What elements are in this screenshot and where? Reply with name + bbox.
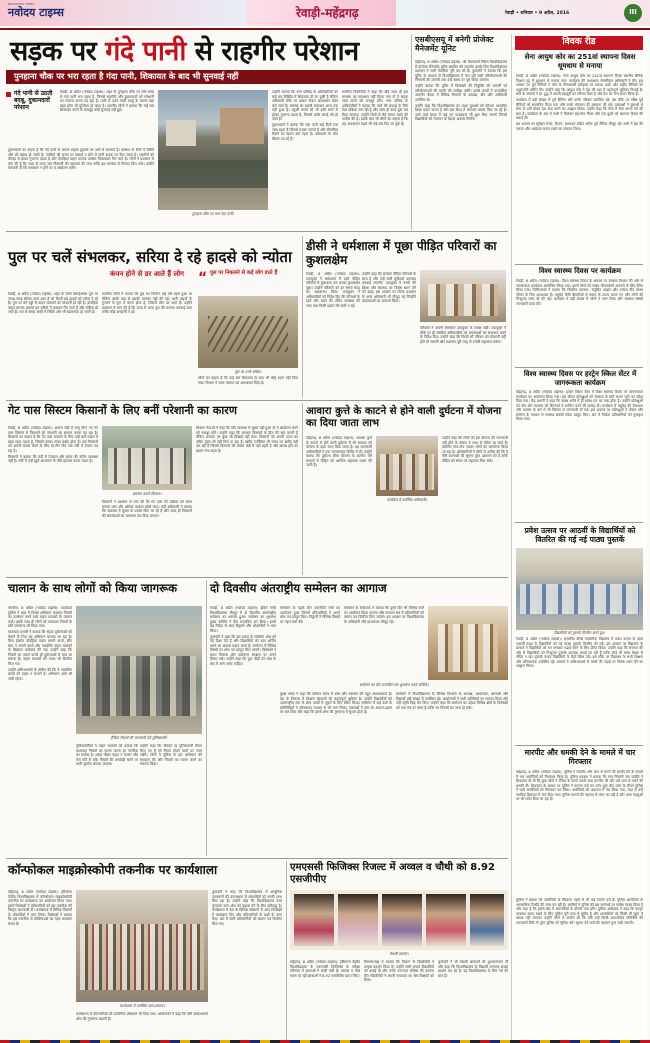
row5-left-caption: कार्यशाला में उपस्थित छात्र-छात्राएं।: [119, 1004, 165, 1008]
sidebar-story2-body: रेवाड़ी, 8 अप्रैल (नवोदय टाइम्स): विश्व स्वास्थ्य दिवस के अवसर पर स्वास्थ्य विभाग की ओर से जागरूकता कार्यक्रम आयोजित किया गया। इसमें लोगों को स्वस्थ जीवनशैली अपनाने के लिए प्रेरित किया गया। चिकित्सकों ने बताया कि नियमित व्यायाम, संतुलित आहार और पर्याप्त नींद स्वस्थ जीवन के लिए आवश्यक हैं। मधुमेह जैसी बीमारियों से बचाव के उपाय बताए गए और लोगों की निःशुल्क जांच भी की गई। कार्यक्रम में बड़ी संख्या में लोगों ने भाग लिया और स्वास्थ्य संबंधी जानकारी प्राप्त की।: [516, 279, 643, 306]
sidebar-rule-3: [515, 522, 643, 523]
sidebar-rule-2: [515, 367, 643, 368]
row5-rule: [6, 858, 508, 859]
top-right-body: महेंद्रगढ़, 8 अप्रैल (नवोदय टाइम्स): श्री विश्वकर्मा स्किल विश्वविद्यालय में प्रोजेक्ट मैनेजमेंट यूनिट स्थापित की जाएगी। इसके लिए विश्वविद्यालय प्रशासन ने सभी तैयारियां पूरी कर ली हैं। कुलपति ने बताया कि इस यूनिट के माध्यम से विश्वविद्यालय में चल रही सभी परियोजनाओं की निगरानी की जाएगी तथा उन्हें समय पर पूरा किया जाएगा। उन्होंने बताया कि यूनिट में विशेषज्ञों की नियुक्ति की जाएगी जो परियोजनाओं की प्रगति की समीक्षा करेंगे। इससे कार्यों में पारदर्शिता आएगी। बैठक में विभिन्न विभागों के अध्यक्ष, डीन और अधिकारी उपस्थित थे। उन्होंने कहा कि विश्वविद्यालय का लक्ष्य युवाओं को कौशल आधारित शिक्षा प्रदान करना है और इस दिशा में लगातार प्रयास किए जा रहे हैं। आने वाले समय में कई नए पाठ्यक्रम भी शुरू किए जाएंगे जिनसे विद्यार्थियों को रोजगार के बेहतर अवसर मिलेंगे।: [415, 60, 507, 121]
lead-headline: सड़क पर गंदे पानी से राहगीर परेशान: [10, 36, 359, 67]
row5-divider: [286, 861, 287, 1041]
row4-right-body-1: रेवाड़ी, 8 अप्रैल (नवोदय टाइम्स): इंदिरा गांधी विश्वविद्यालय मीरपुर में दो दिवसीय अंतरराष्ट्रीय सम्मेलन का आगाज हुआ। सम्मेलन का शुभारंभ मुख्य अतिथि ने दीप प्रज्वलित कर किया। इसमें देश-विदेश से आए विद्वानों और शोधार्थियों ने भाग लिया। कुलपति ने कहा कि इस प्रकार के सम्मेलन शोध को नई दिशा देते हैं और विद्यार्थियों को ज्ञान अर्जित करने का अवसर प्रदान करते हैं। सम्मेलन में विभिन्न विषयों पर शोध पत्र प्रस्तुत किए जाएंगे। विशेषज्ञों ने सतत विकास और पर्यावरण संरक्षण पर अपने विचार रखे। उन्होंने कहा कि युवा पीढ़ी को शोध के क्षेत्र में आगे आना चाहिए।: [210, 606, 276, 666]
lead-col-1b: दुकानदारों का कहना है कि गंदे पानी के कारण ग्राहक दुकानों पर आने से कतराते हैं। बरसात के दिनों में स्थिति और भी खराब हो जाती है। नालियों की समय पर सफाई न होने से पानी सड़क पर फैल जाता है। राहगीरों को कीचड़ से होकर गुजरना पड़ता है और दोपहिया वाहन चालक अक्सर फिसलकर गिर जाते हैं। लोगों ने प्रशासन से मांग की है कि जल्द से जल्द जल निकासी की व्यवस्था की जाए ताकि इस समस्या से निजात मिल सके। उन्होंने चेतावनी दी कि समाधान न होने पर वे आंदोलन करेंगे।: [8, 148, 154, 170]
row4-right-body-2: सम्मेलन के पहले दिन तकनीकी सत्रों का आयोजन हुआ जिसमें प्रतिभागियों ने अपने शोध पत्र प्रस्तुत किए। विद्वानों ने विभिन्न विषयों पर गहन चर्चा की।: [280, 606, 340, 624]
row3-right-headline: आवारा कुत्ते के काटने से होने वाली दुर्घटना में योजना का दिया जाता लाभ: [306, 406, 502, 429]
lead-col-2: उन्होंने बताया कि नगर परिषद के अधिकारियों को कई बार लिखित में शिकायत दी जा चुकी है लेकिन अधिकारी मौके पर आकर केवल आश्वासन देकर चले जाते हैं। समस्या का स्थायी समाधान आज तक नहीं हुआ है। स्कूली बच्चों को भी इसी रास्ते से होकर गुजरना पड़ता है, जिससे उनके कपड़े गंदे हो जाते हैं। दुकानदारों ने बताया कि गंदा पानी कई दिनों तक जमा रहता है जिससे मच्छर पनपते हैं और बीमारियां फैलने का खतरा बना रहता है। आसपास के लोग बीमार पड़ रहे हैं।: [272, 90, 338, 141]
row2-rule: [6, 231, 508, 232]
sidebar-rule-4: [515, 745, 643, 746]
sidebar-bottom-body: पुलिस ने बताया कि आरोपियों के खिलाफ पहले से भी कई मामले दर्ज हैं। पुलिस आरोपियों के आपराधिक रिकॉर्ड की जांच कर रही है। ग्रामीणों ने पुलिस की इस कार्रवाई पर संतोष व्यक्त किया है और कहा है कि इससे क्षेत्र में अपराधियों के हौसले पस्त होंगे। पुलिस अधीक्षक ने कहा कि कानून व्यवस्था बनाए रखने के लिए पुलिस पूरी तरह से मुस्तैद है और अपराधियों को किसी भी सूरत में बख्शा नहीं जाएगा। उन्होंने लोगों से अपील की कि यदि उन्हें किसी आपराधिक गतिविधि की जानकारी मिले तो तुरंत पुलिस को सूचित करें। सूचना देने वाले की पहचान गुप्त रखी जाएगी।: [516, 898, 643, 925]
row3-rule: [6, 400, 508, 401]
row2-right-headline: डीसी ने धर्मशाला में पूछा पीड़ित परिवारों का कुशलक्षेम: [306, 239, 497, 267]
row5-right-body-2: विभागाध्यक्ष ने बताया कि विभाग के विद्यार्थियों ने उत्कृष्ट प्रदर्शन किया है। उन्होंने सभी सफल विद्यार्थियों को बधाई दी और उनके उज्ज्वल भविष्य की कामना की। विद्यार्थियों ने अपनी सफलता का श्रेय शिक्षकों को दिया।: [364, 960, 434, 982]
student-photo-3: [382, 894, 422, 946]
row3-right-photo: [376, 436, 438, 496]
sidebar-story3-body: महेंद्रगढ़, 8 अप्रैल (नवोदय टाइम्स): हरट्रेन स्किल सेंटर में विश्व स्वास्थ्य दिवस पर जागरूकता कार्यक्रम का आयोजन किया गया। इस दौरान प्रशिक्षुओं को स्वास्थ्य के प्रति सजग रहने का संदेश दिया गया। केंद्र प्रभारी ने कहा कि स्वस्थ शरीर में ही स्वस्थ मन का वास होता है। उन्होंने प्रशिक्षुओं को योग और व्यायाम को दिनचर्या में शामिल करने की सलाह दी। कार्यक्रम में मधुमेह की रोकथाम और उपचार के बारे में भी विस्तार से जानकारी दी गई। इस अवसर पर प्रशिक्षुओं ने पोस्टर और स्लोगन के माध्यम से स्वास्थ्य संबंधी संदेश प्रस्तुत किए। अंत में विजेता प्रतिभागियों को पुरस्कृत किया गया।: [516, 390, 643, 421]
sidebar-story4-head: प्रवेश उत्सव पर आठवीं के विद्यार्थियों को वितरित की गई नई पाठ्य पुस्तकें: [524, 526, 636, 544]
row4-left-body-3: उन्होंने कहा कि चौराहों पर पुलिसकर्मी तैनात किए गए हैं जो नियम तोड़ने वालों पर नजर रखेंगे। लोगों ने पुलिस के इस अभियान की सराहना की और नियमों का पालन करने का संकल्प लिया।: [140, 744, 202, 766]
row5-right-body-3: कुलपति ने भी मेधावी छात्राओं को शुभकामनाएं दीं और कहा कि विश्वविद्यालय के विद्यार्थी लगातार अच्छा प्रदर्शन कर रहे हैं। यह विश्वविद्यालय के लिए गर्व की बात है।: [438, 960, 508, 978]
row4-right-photo-lamp: [438, 624, 498, 672]
row3-right-body-1: महेंद्रगढ़, 8 अप्रैल (नवोदय टाइम्स): आवारा कुत्ते के काटने से होने वाली दुर्घटना में भी सरकार की योजना के तहत लाभ दिया जाता है। यह जानकारी अधिकारियों ने एक जागरूकता शिविर में दी। उन्होंने बताया कि दुर्घटना बीमा योजना के अंतर्गत ऐसे मामलों में पीड़ित को आर्थिक सहायता प्रदान की जाती है।: [306, 436, 372, 467]
row2-left-body-3: लोगों का कहना है कि कई बार शिकायत के बाद भी कोई ध्यान नहीं दिया गया। विभाग ने जल्द मरम्मत का आश्वासन दिया है।: [198, 376, 298, 385]
row4-right-body-4: मुख्य वक्ता ने कहा कि वर्तमान समय में शोध और नवाचार की बहुत आवश्यकता है। देश के विकास में शिक्षण संस्थानों की महत्वपूर्ण भूमिका है। उन्होंने विद्यार्थियों को अंतरराष्ट्रीय स्तर के शोध कार्यों से जुड़ने के लिए प्रेरित किया। सम्मेलन में कई देशों के प्रतिनिधियों ने ऑनलाइन माध्यम से भी भाग लिया। वक्ताओं ने ज्ञान के आदान-प्रदान पर बल दिया और कहा कि इससे शोध की गुणवत्ता में सुधार होता है।: [280, 692, 392, 714]
row5-right-photo: [290, 890, 508, 950]
row4-right-body-3: सम्मेलन के संयोजक ने बताया कि दूसरे दिन भी विभिन्न सत्रों का आयोजन किया जाएगा और समापन सत्र में प्रतिभागियों को प्रमाण पत्र वितरित किए जाएंगे। इस अवसर पर विश्वविद्यालय के अधिकारी और प्राध्यापक मौजूद रहे।: [344, 606, 424, 624]
row2-photo-caption: पुल पर उभरे सरिया।: [234, 370, 262, 374]
row3-divider: [302, 403, 303, 575]
row4-right-headline: दो दिवसीय अंतराष्ट्रीय सम्मेलन का आगाज: [210, 581, 387, 595]
row5-right-body-1: महेंद्रगढ़, 8 अप्रैल (नवोदय टाइम्स): हरियाणा केंद्रीय विश्वविद्यालय के एमएससी फिजिक्स के परीक्षा परिणाम में छात्राओं ने बाजी मारी है। अव्वल व चौथे स्थान पर रहीं छात्राओं ने 8.92 एसजीपीए प्राप्त किए।: [290, 960, 360, 978]
row4-left-body-1: नारनौल, 8 अप्रैल (नवोदय टाइम्स): यातायात पुलिस ने शहर में विशेष अभियान चलाकर नियमों का उल्लंघन करने वाले वाहन चालकों के चालान काटे। इसके साथ ही लोगों को यातायात नियमों के प्रति जागरूक भी किया गया। यातायात प्रभारी ने बताया कि सड़क दुर्घटनाओं को रोकने के लिए यह अभियान चलाया जा रहा है। बिना हेलमेट दोपहिया वाहन चलाने वालों, सीट बेल्ट न लगाने वालों और नाबालिग वाहन चालकों के खिलाफ कार्रवाई की गई। उन्होंने कहा कि नियमों का पालन करके ही दुर्घटनाओं से बचा जा सकता है। वाहन चालकों को पत्रक भी वितरित किए गए। उन्होंने अभिभावकों से अपील की कि वे नाबालिग बच्चों को वाहन न चलाने दें। अभियान आगे भी जारी रहेगा।: [8, 606, 72, 681]
sidebar-story4-body: रेवाड़ी, 8 अप्रैल (नवोदय टाइम्स): राजकीय वरिष्ठ माध्यमिक विद्यालय में प्रवेश उत्सव के तहत आठवीं कक्षा के विद्यार्थियों को नई पाठ्य पुस्तकें वितरित की गईं। इस अवसर पर विद्यालय के प्राचार्य ने विद्यार्थियों को मन लगाकर पढ़ाई करने के लिए प्रेरित किया। उन्होंने कहा कि सरकार की ओर से विद्यार्थियों को निःशुल्क पुस्तकें उपलब्ध कराई जा रही हैं ताकि कोई भी बच्चा शिक्षा से वंचित न रहे। पुस्तकें पाकर विद्यार्थियों के चेहरे खिल उठे। इस मौके पर विद्यालय के सभी शिक्षक और अभिभावक उपस्थित रहे। प्राचार्य ने अभिभावकों से बच्चों की पढ़ाई पर विशेष ध्यान देने का आह्वान किया।: [516, 637, 643, 668]
row3-left-photo-crowd: [108, 448, 186, 484]
row4-left-caption: ट्रैफिक नियमों की जानकारी देते पुलिसकर्मी।: [110, 736, 168, 740]
row5-left-body-3: कुलपति ने कहा कि विश्वविद्यालय में आधुनिक उपकरणों की उपलब्धता से शोधार्थियों को काफी लाभ मिल रहा है। उन्होंने कहा कि विश्वविद्यालय उच्च गुणवत्ता वाले शोध को बढ़ावा देने के लिए प्रतिबद्ध है। कार्यशाला में देश के विभिन्न संस्थानों से आए विशेषज्ञों ने व्याख्यान दिए और प्रतिभागियों के प्रश्नों के उत्तर दिए। अंत में सभी प्रतिभागियों को प्रमाण पत्र वितरित किए गए।: [212, 890, 282, 926]
row2-right-body-1: रेवाड़ी, 8 अप्रैल (नवोदय टाइम्स): उपायुक्त ने धर्मशाला में ठहरे पीड़ित परिवारों से मुलाकात कर उनका कुशलक्षेम पूछा। उन्होंने परिवारों को हर संभव मदद का आश्वासन दिया। उपायुक्त ने अधिकारियों को निर्देश दिए कि परिवारों के रहने और खाने की उचित व्यवस्था की जाए तथा किसी प्रकार की कमी न रहे।: [306, 272, 360, 308]
row3-left-body-2: किसानों ने प्रशासन से मांग की कि गेट पास की प्रक्रिया को सरल बनाया जाए और अधिक काउंटर खोले जाएं। मंडी अधिकारी ने बताया कि व्यवस्था में सुधार के प्रयास किए जा रहे हैं और जल्द ही किसानों की समस्याओं का समाधान कर दिया जाएगा।: [102, 500, 192, 518]
row3-left-caption: समस्या बताते किसान।: [132, 492, 162, 496]
row2-right-photo: [420, 270, 506, 322]
row4-left-body-2: पुलिसकर्मियों ने वाहन चालकों को बताया कि यातायात नियमों का पालन करना हर नागरिक का कर्तव्य है। शराब पीकर वाहन न चलाएं और तेज गति से बचें। नियमों की अनदेखी करने पर भारी जुर्माना लगाया जाएगा।: [76, 744, 138, 766]
row2-quote-text: पुल पर निकलने से कई लोग डरते हैं: [210, 270, 278, 276]
row2-right-photo-people: [428, 284, 498, 316]
sidebar-story4-caption: विद्यार्थियों को पुस्तकें वितरित करते हुए।: [554, 631, 605, 635]
row4-right-body-5: सम्मेलन में विश्वविद्यालय के विभिन्न विभागों के अध्यक्ष, प्राध्यापक, शोधार्थी और विद्यार्थी बड़ी संख्या में उपस्थित रहे। आयोजकों ने सभी अतिथियों का स्वागत किया और उन्हें स्मृति चिह्न भेंट किए। उन्होंने कहा कि सम्मेलन का उद्देश्य विभिन्न क्षेत्रों के विशेषज्ञों को एक मंच पर लाना है ताकि नए विचारों का जन्म हो सके।: [396, 692, 508, 710]
row2-left-body-2: स्थानीय लोगों ने बताया कि पुल का निर्माण कई वर्ष पहले हुआ था लेकिन उसके बाद से इसकी मरम्मत नहीं की गई। भारी वाहनों के गुजरने से पुल में कंपन होता है, जिससे लोग डर जाते हैं। उन्होंने प्रशासन से मांग की है कि जल्द से जल्द पुल की मरम्मत करवाई जाए ताकि कोई अनहोनी न हो।: [102, 292, 192, 314]
sidebar-title: विवक रीड: [562, 37, 596, 47]
lead-bullet-title: गंदे पानी से उठती बदबू, दुकानदारों परेशान: [14, 90, 53, 111]
bullet-marker: [6, 92, 11, 97]
row4-divider: [206, 580, 207, 856]
row5-left-body-2: कार्यशाला में प्रतिभागियों को प्रायोगिक प्रशिक्षण भी दिया गया। आयोजकों ने कहा कि ऐसी कार्यशालाएं शोध की गुणवत्ता बढ़ाती हैं।: [76, 1012, 208, 1021]
row3-left-body-1: रेवाड़ी, 8 अप्रैल (नवोदय टाइम्स): अनाज मंडी में लागू किए गए गेट पास सिस्टम से किसानों को परेशानी का सामना करना पड़ रहा है। किसानों का कहना है कि गेट पास बनवाने के लिए उन्हें घंटों लाइन में खड़ा रहना पड़ता है, जिससे उनका समय बर्बाद होता है। कई किसानों को अपनी फसल बेचने के लिए दो-तीन दिन तक मंडी में रुकना पड़ रहा है। किसानों ने बताया कि मंडी में पेयजल और छाया की उचित व्यवस्था नहीं है। गर्मी में उन्हें खुले आसमान के नीचे इंतजार करना पड़ता है।: [8, 426, 98, 463]
student-photo-1: [294, 894, 334, 946]
row4-right-photo: [428, 606, 508, 680]
row2-quote-head: कंपन होने से डर आते हैं लोग: [110, 270, 184, 278]
row3-left-photo: [102, 426, 192, 490]
sidebar-story5-head: मारपीट और धमकी देने के मामले में चार गिरफ्तार: [524, 748, 636, 766]
row4-rule: [6, 577, 508, 578]
row5-right-caption: मेधावी छात्राएं।: [389, 952, 409, 956]
row5-right-headline: एमएससी फिजिक्स रिजल्ट में अव्वल व चौथी को 8.92 एसजीपीए: [290, 862, 495, 885]
lead-subhead: पुनहाना चौक पर भरा रहता है गंदा पानी, शिकायत के बाद भी सुनवाई नहीं: [14, 71, 239, 81]
lead-photo-building: [220, 108, 264, 144]
row4-left-headline: चालान के साथ लोगों को किया जागरूक: [8, 581, 178, 595]
lead-photo-caption: पुनहाना चौक पर भरा गंदा पानी।: [191, 212, 235, 216]
row5-left-body-1: महेंद्रगढ़, 8 अप्रैल (नवोदय टाइम्स): हरियाणा केंद्रीय विश्वविद्यालय में कॉन्फोकल माइक्रोस्कोपी तकनीक पर कार्यशाला का आयोजन किया गया। इसमें विशेषज्ञों ने प्रतिभागियों को इस तकनीक की विस्तृत जानकारी दी। कार्यशाला में विभिन्न विभागों के शोधार्थियों ने भाग लिया। विशेषज्ञों ने बताया कि इस तकनीक से कोशिकाओं का गहन अध्ययन संभव है।: [8, 890, 72, 926]
top-right-headline: एसबीएसयू में बनेगी प्रोजेक्ट मैनेजमेंट यूनिट: [415, 35, 494, 53]
row2-left-body-1: रेवाड़ी, 8 अप्रैल (नवोदय टाइम्स): शहर के रेलवे फ्लाईओवर पुल पर जगह-जगह सरिया उभर आए हैं जो किसी बड़े हादसे को न्योता दे रहे हैं। पुल पर बने गड्ढों से वाहन चालकों को परेशानी हो रही है। दोपहिया वाहन चालक अक्सर इन सरियों में फंसकर गिर जाते हैं और चोटिल हो जाते हैं। रात के समय अंधेरे में स्थिति और भी खतरनाक हो जाती है।: [8, 292, 98, 314]
sidebar-story2-head: विश्व स्वास्थ्य दिवस पर कार्यक्रम: [539, 267, 621, 275]
row2-photo: [198, 296, 298, 368]
story4-photo-students: [520, 584, 639, 614]
row2-right-body-3: परिवारों ने अपनी समस्याएं उपायुक्त के समक्ष रखीं। उपायुक्त ने मौके पर ही संबंधित अधिकारियों को समस्याओं का समाधान करने के निर्देश दिए। उन्होंने कहा कि किसी भी परिवार को परेशानी नहीं होने दी जाएगी और प्रशासन पूरी तरह से उनकी सहायता करेगा।: [420, 326, 506, 344]
row3-right-photo-people: [380, 454, 434, 490]
brand-small: NAVODAYA TIMES: [8, 2, 35, 6]
row4-right-caption: सम्मेलन का दीप प्रज्वलित कर शुभारंभ करते अतिथि।: [359, 683, 429, 687]
sidebar-rule-1: [515, 264, 643, 265]
row5-left-photo: [76, 890, 208, 1002]
divider-v-top: [411, 34, 412, 230]
edition-name: रेवाड़ी-महेंद्रगढ़: [296, 6, 359, 20]
student-photo-4: [426, 894, 466, 946]
lead-col-1: रेवाड़ी, 8 अप्रैल (नवोदय टाइम्स): शहर के पुनहाना चौक पर लंबे समय से गंदा पानी भरा रहता है, जिससे राहगीरों और दुकानदारों को परेशानी का सामना करना पड़ रहा है। पानी से उठने वाली बदबू के कारण यहां खड़ा होना भी मुश्किल हो जाता है। स्थानीय लोगों ने बताया कि कई बार शिकायत करने के बावजूद कोई सुनवाई नहीं हुई।: [60, 90, 154, 112]
row3-left-body-3: किसान नेताओं ने कहा कि यदि व्यवस्था में सुधार नहीं हुआ तो वे आंदोलन करने को मजबूर होंगे। उन्होंने कहा कि सरकार किसानों के हित की बात करती है लेकिन धरातल पर कुछ भी दिखाई नहीं देता। किसानों को अपनी उपज का उचित मूल्य भी नहीं मिल पा रहा है। खरीद एजेंसियां भी समय पर खरीद नहीं कर रही हैं जिससे किसानों की फसल मंडी में पड़ी रहती है और खराब होने का खतरा बना रहता है।: [196, 426, 298, 453]
student-photo-2: [338, 894, 378, 946]
row4-left-photo-bikes: [82, 656, 196, 716]
quote-mark: “: [198, 270, 208, 286]
row3-right-caption: कार्यक्रम में उपस्थित अधिकारी।: [386, 498, 428, 502]
student-photo-5: [470, 894, 504, 946]
page-header: [0, 0, 650, 30]
header-rule: [0, 28, 650, 30]
row5-left-headline: कॉन्फोकल माइक्रोस्कोपी तकनीक पर कार्यशाला: [8, 863, 218, 877]
sidebar-story4-photo: [516, 548, 643, 630]
row2-photo-rods: [208, 316, 288, 352]
row3-left-headline: गेट पास सिस्टम किसानों के लिए बनीं परेशानी का कारण: [8, 404, 237, 417]
brand-name: नवोदय टाइम्स: [8, 6, 64, 19]
row2-left-headline: पुल पर चलें संभलकर, सरिया दे रहे हादसे को न्योता: [8, 248, 292, 266]
sidebar-story1-body: रेवाड़ी, 8 अप्रैल (नवोदय टाइम्स): सेना आयुध कोर का 251वां स्थापना दिवस स्थानीय सैनिक विश्राम गृह में धूमधाम से मनाया गया। कार्यक्रम की अध्यक्षता सेवानिवृत्त अधिकारी ने की। इस अवसर पर पूर्व सैनिकों ने कोर के गौरवशाली इतिहास पर प्रकाश डाला और शहीद सैनिकों को श्रद्धांजलि अर्पित की। उन्होंने कहा कि आयुध कोर ने देश की रक्षा में महत्वपूर्ण भूमिका निभाई है। कोर के जवानों ने हर युद्ध में अपनी बहादुरी का परिचय दिया है और देश का नाम रोशन किया है। कार्यक्रम में बड़ी संख्या में पूर्व सैनिक और उनके परिवार उपस्थित रहे। इस मौके पर वरिष्ठ पूर्व सैनिकों को सम्मानित किया गया और उनके योगदान की सराहना की गई। वक्ताओं ने युवाओं से सेना में भर्ती होकर देश सेवा करने का आह्वान किया। उन्होंने कहा कि सेना में सेवा करना गर्व की बात है। कार्यक्रम के अंत में सभी ने मिलकर सहभोज किया और एक-दूसरे को स्थापना दिवस की बधाई दी। इस अवसर पर सूबेदार मेजर, कैप्टन, हवलदार सहित अनेक पूर्व सैनिक मौजूद रहे। सभी ने देश की एकता और अखंडता बनाए रखने का संकल्प लिया।: [516, 74, 643, 131]
sidebar-story3-head: विश्व स्वास्थ्य दिवस पर हरट्रेन स्किल सेंटर में जागरूकता कार्यक्रम: [523, 370, 637, 387]
lead-photo-water: [158, 160, 268, 188]
lead-bullet-box: [6, 88, 58, 144]
lead-photo-truck: [166, 120, 196, 146]
sidebar-story5-body: महेंद्रगढ़, 8 अप्रैल (नवोदय टाइम्स): पुलिस ने मारपीट और जान से मारने की धमकी देने के मामले में चार आरोपियों को गिरफ्तार किया है। पुलिस प्रवक्ता ने बताया कि गांव निवासी एक व्यक्ति ने शिकायत दी थी कि कुछ लोगों ने रंजिश के चलते उसके साथ मारपीट की और उसे जान से मारने की धमकी दी। शिकायत के आधार पर पुलिस ने मामला दर्ज कर जांच शुरू की। जांच के दौरान पुलिस ने चारों आरोपियों को गिरफ्तार कर लिया। आरोपियों को अदालत में पेश किया गया, जहां से उन्हें न्यायिक हिरासत में भेज दिया गया। पुलिस मामले की गहनता से जांच कर रही है और अन्य पहलुओं पर भी ध्यान दिया जा रहा है।: [516, 770, 643, 801]
lead-photo: [158, 90, 268, 210]
row3-right-body-2: उन्होंने कहा कि लोगों को इस योजना की जानकारी नहीं होने के कारण वे लाभ से वंचित रह जाते हैं। इसलिए गांव-गांव जाकर लोगों को जागरूक किया जा रहा है। अधिकारियों ने लोगों से अपील की कि वे ऐसी घटनाओं की सूचना तुरंत प्रशासन को दें ताकि पीड़ित को समय पर सहायता मिल सके।: [442, 436, 508, 463]
lead-col-3: स्थानीय निवासियों ने कहा कि यदि जल्द ही इस समस्या का समाधान नहीं किया गया तो वे सड़क जाम करने को मजबूर होंगे। नगर परिषद के अधिकारियों ने बताया कि नाले की सफाई के लिए टेंडर प्रक्रिया चल रही है और जल्द ही कार्य शुरू कर दिया जाएगा। उन्होंने लोगों से धैर्य बनाए रखने की अपील की है। इसके बाद भी लोगों का कहना है कि यह आश्वासन पहले भी कई बार दिए जा चुके हैं।: [342, 90, 408, 126]
date-line: रेवाड़ी • शनिवार • 9 अप्रैल, 2016: [505, 11, 570, 16]
row2-right-body-2: उन्होंने कहा कि सरकार पीड़ित परिवारों के साथ है और उन्हें सभी सुविधाएं उपलब्ध करवाई जाएंगी। उपायुक्त ने बच्चों की शिक्षा और स्वास्थ्य पर विशेष ध्यान देने को कहा। इस अवसर पर जिला प्रशासन के अन्य अधिकारी भी मौजूद रहे जिन्होंने व्यवस्थाओं का जायजा लिया।: [362, 272, 416, 303]
row4-left-photo: [76, 606, 202, 734]
row5-left-photo-group: [80, 924, 204, 990]
row2-divider: [302, 236, 303, 398]
sidebar-story1-head: सेना आयुध कोर का 251वां स्थापना दिवस धूमधाम से मनाया: [524, 53, 636, 70]
page-number: III: [629, 8, 637, 16]
